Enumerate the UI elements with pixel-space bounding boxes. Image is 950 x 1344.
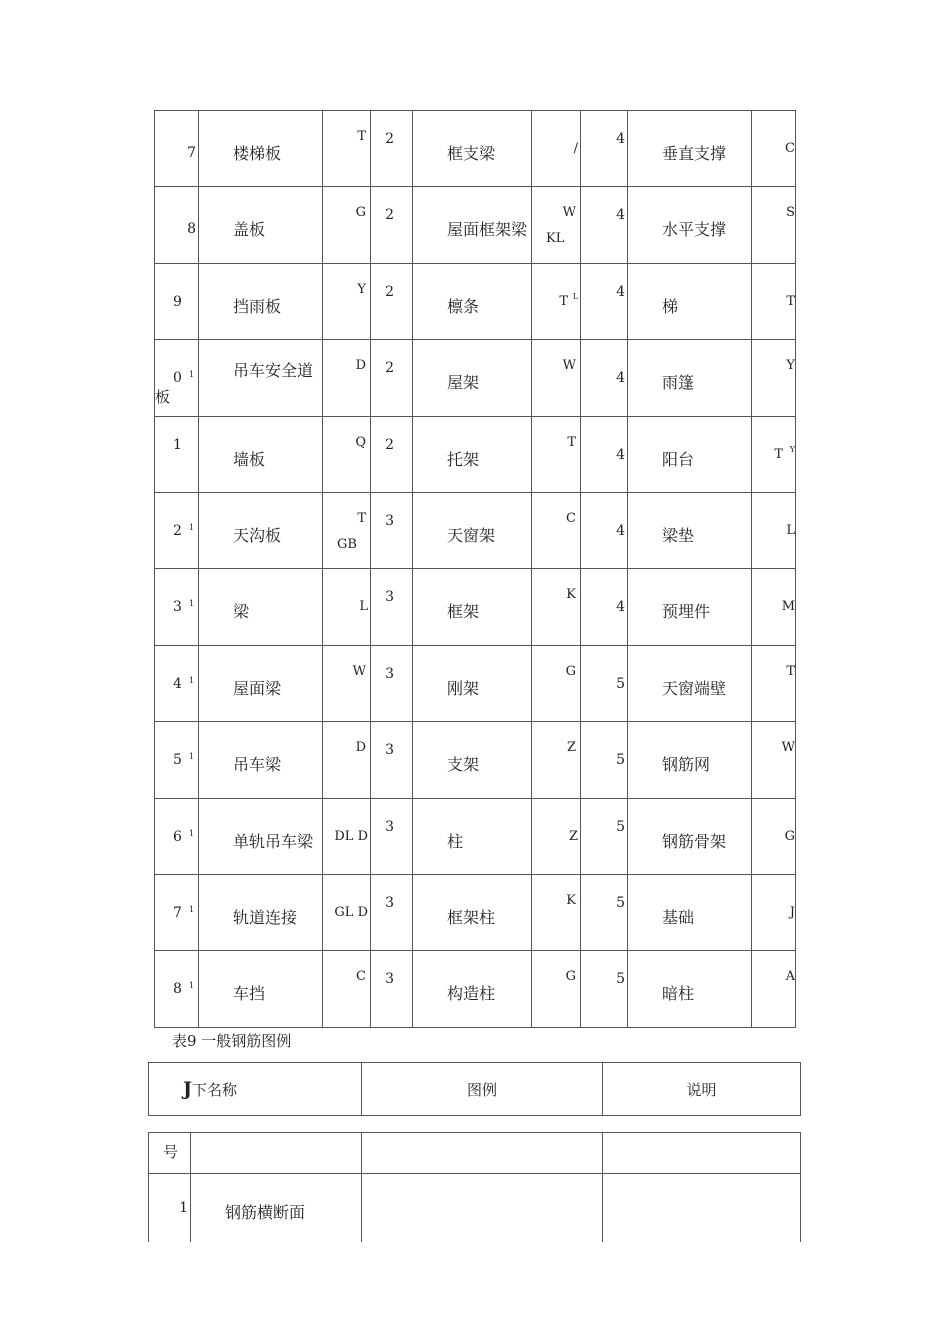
name-cell bbox=[199, 340, 323, 416]
code-cell bbox=[752, 416, 796, 492]
empty-cell bbox=[362, 1133, 603, 1174]
number-cell bbox=[155, 492, 199, 568]
name-cell bbox=[628, 645, 752, 721]
code-text: D bbox=[355, 740, 366, 756]
number-cell bbox=[581, 111, 628, 187]
name-continuation: 板 bbox=[155, 388, 171, 407]
code-cell bbox=[752, 722, 796, 798]
name-cell bbox=[628, 187, 752, 263]
code-cell bbox=[532, 263, 581, 339]
number-digit: 4 bbox=[616, 131, 625, 147]
code-cell bbox=[532, 951, 581, 1027]
code-cell bbox=[323, 187, 371, 263]
code-text: DL D bbox=[334, 828, 368, 844]
header-name-cell bbox=[149, 1063, 362, 1116]
component-name: 钢筋骨架 bbox=[662, 831, 727, 851]
number-digit: 3 bbox=[385, 971, 394, 988]
number-superscript: 1 bbox=[189, 752, 195, 762]
component-name: 基础 bbox=[662, 907, 695, 927]
number-digit: 3 bbox=[385, 512, 394, 529]
number-digit: 9 bbox=[173, 293, 182, 310]
code-text: G bbox=[355, 205, 366, 221]
code-cell bbox=[752, 340, 796, 416]
table-row bbox=[155, 340, 796, 416]
number-cell bbox=[581, 187, 628, 263]
code-cell bbox=[323, 492, 371, 568]
code-text: G bbox=[565, 663, 576, 679]
number-cell bbox=[155, 645, 199, 721]
header-note-label: 说明 bbox=[686, 1080, 717, 1099]
number-cell bbox=[371, 416, 413, 492]
row-number: 1 bbox=[179, 1200, 188, 1216]
code-cell bbox=[532, 492, 581, 568]
number-cell bbox=[371, 187, 413, 263]
table-row bbox=[155, 416, 796, 492]
number-digit: 3 bbox=[385, 818, 394, 835]
number-cell bbox=[371, 874, 413, 950]
code-cell bbox=[532, 187, 581, 263]
name-cell bbox=[199, 263, 323, 339]
component-name: 车挡 bbox=[233, 984, 266, 1004]
number-digit: 4 bbox=[616, 599, 625, 616]
name-cell bbox=[628, 263, 752, 339]
number-digit: 3 bbox=[385, 589, 394, 606]
legend-header-table bbox=[148, 1062, 801, 1116]
component-name: 水平支撑 bbox=[662, 220, 727, 240]
code-cell bbox=[532, 722, 581, 798]
name-cell bbox=[413, 187, 532, 263]
code-cell bbox=[323, 263, 371, 339]
hao-label: 号 bbox=[163, 1143, 179, 1161]
component-name: 檩条 bbox=[447, 296, 480, 316]
code-cell bbox=[752, 874, 796, 950]
number-cell bbox=[155, 722, 199, 798]
code-text: A bbox=[785, 969, 795, 985]
header-note-cell bbox=[603, 1063, 801, 1116]
name-cell bbox=[199, 187, 323, 263]
number-cell bbox=[155, 187, 199, 263]
code-cell bbox=[323, 798, 371, 874]
code-text: S bbox=[786, 205, 795, 221]
component-name: 雨篷 bbox=[662, 373, 695, 393]
code-superscript: L bbox=[572, 291, 578, 301]
code-text: L bbox=[359, 599, 368, 615]
table-row bbox=[155, 874, 796, 950]
code-text: Y bbox=[357, 281, 366, 297]
number-cell bbox=[371, 492, 413, 568]
code-cell bbox=[532, 111, 581, 187]
code-line-2: GB bbox=[337, 536, 357, 552]
component-code-table bbox=[154, 110, 796, 1028]
code-text: C bbox=[785, 141, 795, 156]
code-text: T bbox=[786, 293, 795, 309]
code-cell bbox=[323, 416, 371, 492]
code-text: T bbox=[786, 663, 795, 679]
component-name: 屋架 bbox=[447, 373, 480, 393]
component-name: 挡雨板 bbox=[233, 296, 282, 316]
number-digit: 3 bbox=[385, 742, 394, 759]
number-cell bbox=[581, 722, 628, 798]
number-digit: 4 bbox=[616, 522, 625, 539]
table-row bbox=[149, 1174, 801, 1243]
table-row bbox=[155, 263, 796, 339]
code-text: W bbox=[562, 358, 576, 374]
number-cell bbox=[155, 263, 199, 339]
code-cell bbox=[323, 874, 371, 950]
code-cell bbox=[752, 492, 796, 568]
number-superscript: 1 bbox=[189, 370, 195, 380]
code-cell bbox=[532, 569, 581, 645]
number-cell bbox=[155, 569, 199, 645]
name-cell bbox=[628, 722, 752, 798]
number-cell bbox=[155, 111, 199, 187]
number-digit: 4 bbox=[616, 283, 625, 300]
number-digit: 4 bbox=[616, 370, 625, 387]
code-text: Y bbox=[786, 358, 795, 374]
name-cell bbox=[413, 951, 532, 1027]
number-digit: 5 bbox=[616, 752, 625, 769]
code-cell bbox=[752, 951, 796, 1027]
name-cell bbox=[199, 798, 323, 874]
component-name: 梁垫 bbox=[662, 525, 695, 545]
table-row bbox=[155, 111, 796, 187]
number-digit: 0 bbox=[173, 370, 182, 387]
number-digit: 3 bbox=[173, 599, 182, 616]
row-name-cell bbox=[191, 1174, 362, 1243]
name-cell bbox=[628, 798, 752, 874]
number-digit: 8 bbox=[173, 981, 182, 998]
code-text: G bbox=[784, 828, 795, 844]
number-cell bbox=[155, 874, 199, 950]
code-cell bbox=[323, 951, 371, 1027]
component-name: 阳台 bbox=[662, 449, 695, 469]
number-digit: 7 bbox=[173, 904, 182, 921]
number-cell bbox=[155, 340, 199, 416]
component-name: 框架柱 bbox=[447, 907, 496, 927]
code-cell bbox=[752, 645, 796, 721]
table-caption: 表9 一般钢筋图例 bbox=[172, 1032, 292, 1050]
number-cell bbox=[581, 645, 628, 721]
hao-cell bbox=[149, 1133, 191, 1174]
component-name: 天沟板 bbox=[233, 525, 282, 545]
component-name: 暗柱 bbox=[662, 984, 695, 1004]
code-text: D bbox=[355, 358, 366, 374]
empty-cell bbox=[191, 1133, 362, 1174]
number-digit: 3 bbox=[385, 894, 394, 911]
number-superscript: 1 bbox=[189, 981, 195, 991]
number-cell bbox=[581, 340, 628, 416]
name-cell bbox=[199, 951, 323, 1027]
number-cell bbox=[581, 874, 628, 950]
header-legend-label: 图例 bbox=[466, 1080, 497, 1099]
component-name: 天窗架 bbox=[447, 525, 496, 545]
component-name: 盖板 bbox=[233, 220, 266, 240]
table-row bbox=[155, 722, 796, 798]
table-row bbox=[155, 645, 796, 721]
name-cell bbox=[413, 722, 532, 798]
code-cell bbox=[532, 645, 581, 721]
number-digit: 6 bbox=[173, 828, 182, 845]
code-text: T bbox=[357, 129, 366, 144]
number-digit: 7 bbox=[187, 145, 196, 161]
component-name: 托架 bbox=[447, 449, 480, 469]
row-number-cell bbox=[149, 1174, 191, 1243]
number-cell bbox=[371, 111, 413, 187]
code-text: T bbox=[559, 293, 568, 309]
code-cell bbox=[323, 340, 371, 416]
code-cell bbox=[752, 263, 796, 339]
component-name: 梯 bbox=[662, 296, 679, 316]
number-superscript: 1 bbox=[189, 522, 195, 532]
code-line-2: KL bbox=[546, 231, 565, 247]
number-digit: 5 bbox=[616, 971, 625, 988]
name-cell bbox=[199, 416, 323, 492]
name-cell bbox=[413, 645, 532, 721]
header-legend-cell bbox=[362, 1063, 603, 1116]
component-name: 屋面框架梁 bbox=[447, 220, 528, 240]
component-name: 梁 bbox=[233, 602, 250, 622]
code-text: GL D bbox=[334, 904, 368, 920]
name-cell bbox=[199, 492, 323, 568]
number-digit: 5 bbox=[616, 675, 625, 692]
component-name: 构造柱 bbox=[447, 984, 496, 1004]
code-line-1: W bbox=[562, 205, 576, 221]
component-name: 楼梯板 bbox=[233, 144, 282, 163]
header-j-glyph: J bbox=[183, 1078, 192, 1100]
number-digit: 3 bbox=[385, 665, 394, 682]
component-name: 单轨吊车梁 bbox=[233, 831, 314, 851]
table-row bbox=[155, 798, 796, 874]
number-digit: 2 bbox=[385, 207, 394, 224]
code-cell bbox=[323, 722, 371, 798]
code-text: W bbox=[352, 663, 366, 679]
number-cell bbox=[581, 416, 628, 492]
code-cell bbox=[532, 874, 581, 950]
code-cell bbox=[323, 569, 371, 645]
component-name: 垂直支撑 bbox=[662, 144, 727, 163]
name-cell bbox=[199, 645, 323, 721]
code-text: T bbox=[567, 434, 576, 450]
code-text: Z bbox=[568, 828, 578, 844]
number-digit: 4 bbox=[173, 675, 182, 692]
number-cell bbox=[371, 340, 413, 416]
code-cell bbox=[532, 798, 581, 874]
name-cell bbox=[199, 569, 323, 645]
name-cell bbox=[413, 263, 532, 339]
code-text: W bbox=[781, 740, 795, 756]
name-cell bbox=[628, 111, 752, 187]
code-superscript: Y bbox=[789, 444, 795, 454]
number-cell bbox=[371, 722, 413, 798]
number-superscript: 1 bbox=[189, 599, 195, 609]
name-cell bbox=[628, 492, 752, 568]
code-text: C bbox=[356, 969, 366, 985]
number-digit: 2 bbox=[173, 522, 182, 539]
name-cell bbox=[413, 416, 532, 492]
code-text: G bbox=[565, 969, 576, 985]
code-text: / bbox=[573, 141, 578, 156]
empty-cell bbox=[603, 1133, 801, 1174]
table-row bbox=[149, 1133, 801, 1174]
component-name: 墙板 bbox=[233, 449, 266, 469]
code-cell bbox=[323, 645, 371, 721]
component-name: 屋面梁 bbox=[233, 678, 282, 698]
code-cell bbox=[752, 798, 796, 874]
name-cell bbox=[628, 874, 752, 950]
number-superscript: 1 bbox=[189, 904, 195, 914]
number-digit: 5 bbox=[616, 894, 625, 911]
number-cell bbox=[371, 798, 413, 874]
row-name: 钢筋横断面 bbox=[225, 1203, 306, 1222]
code-cell bbox=[532, 340, 581, 416]
component-name: 刚架 bbox=[447, 678, 480, 698]
code-text: T bbox=[774, 446, 783, 462]
number-cell bbox=[371, 263, 413, 339]
number-digit: 8 bbox=[187, 221, 196, 238]
number-digit: 2 bbox=[385, 131, 394, 147]
header-name-label: 下名称 bbox=[192, 1081, 238, 1099]
code-text: K bbox=[566, 892, 576, 908]
code-cell bbox=[752, 569, 796, 645]
number-cell bbox=[581, 951, 628, 1027]
name-cell bbox=[628, 569, 752, 645]
number-cell bbox=[155, 416, 199, 492]
number-digit: 2 bbox=[385, 360, 394, 377]
table-row bbox=[155, 187, 796, 263]
number-cell bbox=[581, 492, 628, 568]
component-name: 柱 bbox=[447, 831, 464, 851]
code-text: J bbox=[789, 904, 795, 920]
code-cell bbox=[752, 187, 796, 263]
name-cell bbox=[628, 951, 752, 1027]
number-digit: 4 bbox=[616, 446, 625, 463]
code-cell bbox=[752, 111, 796, 187]
code-text: M bbox=[781, 599, 795, 615]
number-digit: 2 bbox=[385, 283, 394, 300]
name-cell bbox=[413, 340, 532, 416]
legend-body-table bbox=[148, 1132, 801, 1242]
name-cell bbox=[628, 340, 752, 416]
name-cell bbox=[199, 722, 323, 798]
component-name: 框架 bbox=[447, 602, 480, 622]
number-cell bbox=[371, 951, 413, 1027]
name-cell bbox=[413, 874, 532, 950]
name-cell bbox=[413, 798, 532, 874]
name-cell bbox=[413, 569, 532, 645]
component-name: 支架 bbox=[447, 755, 480, 775]
number-digit: 1 bbox=[173, 436, 182, 453]
name-cell bbox=[413, 492, 532, 568]
number-cell bbox=[371, 645, 413, 721]
code-text: Q bbox=[355, 434, 366, 450]
number-digit: 5 bbox=[616, 818, 625, 835]
code-cell bbox=[323, 111, 371, 187]
number-cell bbox=[155, 951, 199, 1027]
number-cell bbox=[155, 798, 199, 874]
number-cell bbox=[371, 569, 413, 645]
component-name: 预埋件 bbox=[662, 602, 711, 622]
number-cell bbox=[581, 798, 628, 874]
number-digit: 4 bbox=[616, 207, 625, 224]
component-name: 框支梁 bbox=[447, 144, 496, 163]
component-name: 天窗端壁 bbox=[662, 678, 727, 698]
number-superscript: 1 bbox=[189, 828, 195, 838]
code-text: C bbox=[566, 510, 576, 526]
number-digit: 2 bbox=[385, 436, 394, 453]
code-cell bbox=[532, 416, 581, 492]
component-name: 钢筋网 bbox=[662, 755, 711, 775]
table-row bbox=[155, 569, 796, 645]
component-name: 轨道连接 bbox=[233, 907, 298, 927]
name-cell bbox=[199, 111, 323, 187]
component-name: 吊车梁 bbox=[233, 755, 282, 775]
table-row bbox=[155, 492, 796, 568]
name-cell bbox=[628, 416, 752, 492]
number-digit: 5 bbox=[173, 752, 182, 769]
code-line-1: T bbox=[357, 510, 366, 526]
component-name: 吊车安全道 bbox=[233, 361, 314, 381]
name-cell bbox=[199, 874, 323, 950]
name-cell bbox=[413, 111, 532, 187]
number-cell bbox=[581, 569, 628, 645]
empty-cell bbox=[603, 1174, 801, 1243]
code-text: K bbox=[566, 587, 576, 603]
code-text: Z bbox=[566, 740, 576, 756]
table-row bbox=[155, 951, 796, 1027]
empty-cell bbox=[362, 1174, 603, 1243]
number-cell bbox=[581, 263, 628, 339]
code-text: L bbox=[786, 522, 795, 538]
number-superscript: 1 bbox=[189, 675, 195, 685]
